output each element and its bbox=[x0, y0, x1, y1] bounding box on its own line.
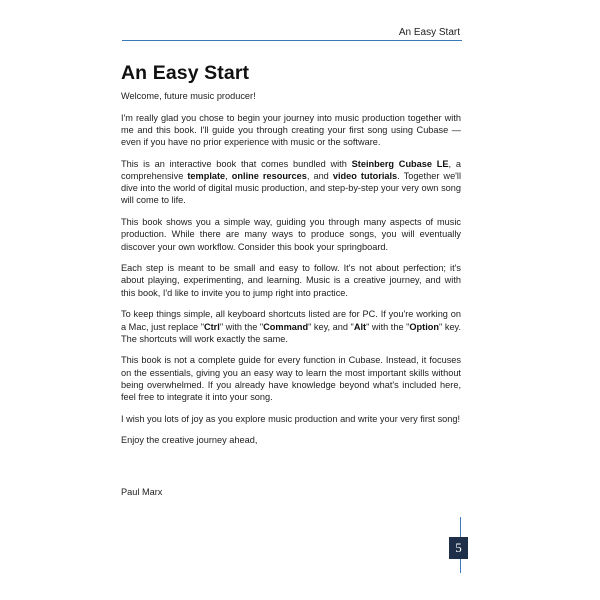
text: " with the " bbox=[366, 321, 410, 332]
text: " with the " bbox=[219, 321, 264, 332]
text: . Together we'll dive into the world of digital music production, and step-by-step your very own song will come to life. bbox=[121, 171, 462, 206]
paragraph-closing: Enjoy the creative journey ahead, bbox=[121, 435, 258, 446]
bold-template: template bbox=[187, 171, 226, 182]
paragraph-shortcuts bbox=[121, 308, 461, 345]
paragraph-intro: I'm really glad you chose to begin your journey into music production together with me and this book. I'll guide you through creating your first song using Cubase — even if you have no prior experience with music or the software. bbox=[121, 112, 461, 148]
text: This is an interactive book that comes bundled with bbox=[121, 158, 352, 169]
header-rule bbox=[122, 40, 462, 41]
bold-video-tutorials: video tutorials bbox=[332, 171, 398, 182]
bold-online-resources: online resources bbox=[231, 171, 307, 182]
bold-cubase-le: Steinberg Cubase LE bbox=[351, 158, 449, 169]
paragraph-steps: Each step is meant to be small and easy to follow. It's not about perfection; it's about playing, experimenting, and learning. Music is a creative journey, and with this book, I'd like to invite you to jump right into practice. bbox=[121, 263, 461, 298]
text: , a comprehensive bbox=[121, 158, 462, 182]
text: , and bbox=[306, 171, 333, 182]
bold-ctrl: Ctrl bbox=[203, 321, 220, 332]
bold-command: Command bbox=[263, 321, 309, 332]
bold-option: Option bbox=[409, 321, 440, 332]
text: " key. The shortcuts will work exactly the same. bbox=[121, 321, 462, 344]
bold-alt: Alt bbox=[353, 321, 367, 332]
text: " key, and " bbox=[308, 321, 354, 332]
paragraph-bundle bbox=[121, 158, 461, 207]
author-signature: Paul Marx bbox=[121, 487, 163, 497]
paragraph-scope: This book is not a complete guide for every function in Cubase. Instead, it focuses on the essentials, giving you an easy way to learn the most important skills without being overwhelmed. If you already have knowledge beyond what's included here, feel free to integrate it into your song. bbox=[121, 355, 461, 403]
page-number: 5 bbox=[449, 537, 468, 559]
paragraph-welcome: Welcome, future music producer! bbox=[121, 91, 256, 101]
page-title: An Easy Start bbox=[121, 62, 250, 84]
text: , bbox=[225, 171, 232, 182]
paragraph-springboard: This book shows you a simple way, guiding you through many aspects of music production. While there are many ways to produce songs, you will eventually discover your own workflow. Consider this book your springboard. bbox=[121, 217, 461, 252]
running-head: An Easy Start bbox=[398, 27, 460, 38]
body-text bbox=[121, 90, 461, 456]
text: To keep things simple, all keyboard shortcuts listed are for PC. If you're working on a Mac, just replace " bbox=[121, 309, 461, 332]
paragraph-wish: I wish you lots of joy as you explore music production and write your very first song! bbox=[121, 413, 461, 424]
